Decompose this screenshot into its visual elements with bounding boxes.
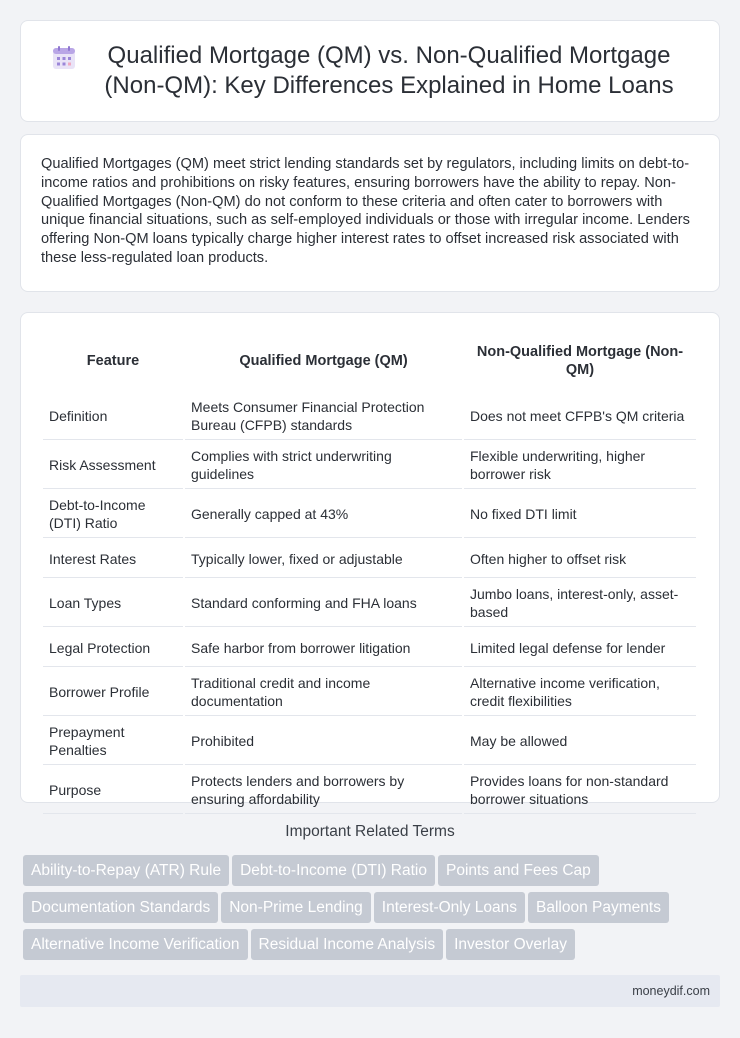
table-cell-feature: Borrower Profile	[43, 669, 183, 716]
table-cell-non-qm: Limited legal defense for lender	[464, 629, 696, 667]
table-cell-qm: Typically lower, fixed or adjustable	[185, 540, 462, 578]
table-cell-feature: Legal Protection	[43, 629, 183, 667]
footer	[20, 975, 720, 1007]
related-term-tag[interactable]: Ability-to-Repay (ATR) Rule	[23, 855, 229, 886]
intro-card	[20, 134, 720, 292]
table-cell-qm: Meets Consumer Financial Protection Bureau (CFPB) standards	[185, 393, 462, 440]
header-non-qm: Non-Qualified Mortgage (Non-QM)	[476, 344, 684, 378]
related-term-tag[interactable]: Debt-to-Income (DTI) Ratio	[232, 855, 435, 886]
table-row	[43, 540, 696, 578]
header-feature: Feature	[86, 353, 140, 369]
table-cell-feature: Prepayment Penalties	[43, 718, 183, 765]
table-row	[43, 393, 696, 440]
table-cell-non-qm: Jumbo loans, interest-only, asset-based	[464, 580, 696, 627]
table-cell-feature: Loan Types	[43, 580, 183, 627]
table-cell-qm: Generally capped at 43%	[185, 491, 462, 538]
intro-paragraph: Qualified Mortgages (QM) meet strict lending standards set by regulators, including limits on debt-to-income ratios and prohibitions on risky features, ensuring borrowers have the ability to repay. Non-Qualified Mortgages (Non-QM) do not conform to these criteria and often cater to borrowers with unique financial situations, such as self-employed individuals or those with irregular income. Lenders offering Non-QM loans typically charge higher interest rates to offset increased risk associated with these less-regulated loan products.	[41, 156, 690, 266]
table-cell-non-qm: May be allowed	[464, 718, 696, 765]
table-row	[43, 580, 696, 627]
related-terms-title: Important Related Terms	[285, 823, 455, 840]
calendar-grid-icon	[51, 45, 77, 71]
title-card	[20, 20, 720, 122]
comparison-table-card	[20, 312, 720, 807]
table-cell-non-qm: Flexible underwriting, higher borrower risk	[464, 442, 696, 489]
table-row	[43, 442, 696, 489]
title-wrap	[21, 41, 719, 101]
table-cell-qm: Prohibited	[185, 718, 462, 765]
table-cell-non-qm: Often higher to offset risk	[464, 540, 696, 578]
table-cell-feature: Risk Assessment	[43, 442, 183, 489]
table-row	[43, 767, 696, 814]
table-cell-non-qm: Does not meet CFPB's QM criteria	[464, 393, 696, 440]
table-cell-feature: Purpose	[43, 767, 183, 814]
table-cell-qm: Safe harbor from borrower litigation	[185, 629, 462, 667]
related-term-tag[interactable]: Non-Prime Lending	[221, 892, 371, 923]
related-term-tag[interactable]: Points and Fees Cap	[438, 855, 599, 886]
table-header-row	[43, 331, 696, 391]
table-cell-qm: Traditional credit and income documentation	[185, 669, 462, 716]
table-cell-feature: Interest Rates	[43, 540, 183, 578]
related-term-tag[interactable]: Alternative Income Verification	[23, 929, 248, 960]
table-cell-non-qm: Alternative income verification, credit flexibilities	[464, 669, 696, 716]
table-cell-non-qm: Provides loans for non-standard borrower situations	[464, 767, 696, 814]
related-term-tag[interactable]: Balloon Payments	[528, 892, 669, 923]
page-title: Qualified Mortgage (QM) vs. Non-Qualified Mortgage (Non-QM): Key Differences Explained in Home Loans	[104, 42, 674, 99]
table-cell-qm: Complies with strict underwriting guidelines	[185, 442, 462, 489]
related-term-tag[interactable]: Residual Income Analysis	[251, 929, 444, 960]
related-terms-list	[23, 855, 723, 966]
footer-site-link[interactable]: moneydif.com	[632, 984, 710, 998]
table-cell-non-qm: No fixed DTI limit	[464, 491, 696, 538]
table-row	[43, 669, 696, 716]
table-cell-feature: Definition	[43, 393, 183, 440]
related-term-tag[interactable]: Investor Overlay	[446, 929, 575, 960]
table-cell-feature: Debt-to-Income (DTI) Ratio	[43, 491, 183, 538]
comparison-table	[41, 329, 698, 816]
table-row	[43, 718, 696, 765]
table-cell-qm: Protects lenders and borrowers by ensuring affordability	[185, 767, 462, 814]
header-qm: Qualified Mortgage (QM)	[239, 353, 408, 369]
table-cell-qm: Standard conforming and FHA loans	[185, 580, 462, 627]
table-row	[43, 491, 696, 538]
table-row	[43, 629, 696, 667]
related-term-tag[interactable]: Interest-Only Loans	[374, 892, 525, 923]
related-term-tag[interactable]: Documentation Standards	[23, 892, 218, 923]
